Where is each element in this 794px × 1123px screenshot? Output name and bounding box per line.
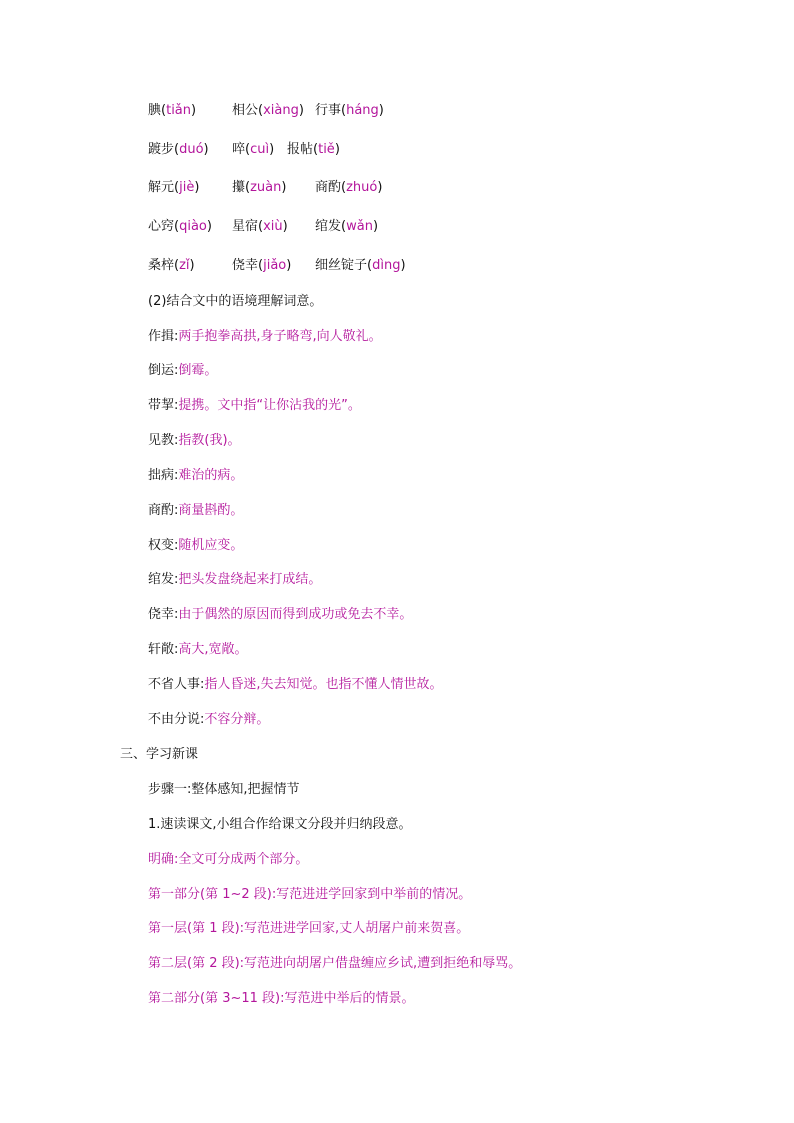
pinyin-item: 桑梓(zǐ)	[148, 258, 195, 273]
vocab-definition: 难治的病。	[178, 468, 244, 483]
vocab-entry	[148, 676, 443, 694]
vocab-term: 权变:	[148, 538, 179, 553]
pinyin-item: 绾发(wǎn)	[315, 219, 379, 234]
vocab-term: 作揖:	[148, 329, 179, 344]
vocab-entry	[148, 502, 243, 520]
step-title: 步骤一:整体感知,把握情节	[148, 782, 300, 797]
vocab-term: 倒运:	[148, 363, 179, 378]
pinyin-row	[148, 141, 448, 159]
pinyin-item: 心窍(qiào)	[148, 219, 212, 234]
answer-line: 第一部分(第 1~2 段):写范进进学回家到中举前的情况。	[148, 887, 472, 902]
vocab-entry	[148, 432, 241, 450]
answer-line: 第二部分(第 3~11 段):写范进中举后的情景。	[148, 991, 415, 1006]
vocab-definition: 商量斟酌。	[178, 503, 244, 518]
pinyin-item: 商酌(zhuó)	[315, 180, 383, 195]
vocab-entry	[148, 537, 243, 555]
vocab-term: 绾发:	[148, 572, 179, 587]
answer-line: 第一层(第 1 段):写范进进学回家,丈人胡屠户前来贺喜。	[148, 921, 470, 936]
pinyin-item: 啐(cuì)	[232, 142, 275, 157]
pinyin-item: 攥(zuàn)	[232, 180, 287, 195]
vocab-definition: 提携。文中指“让你沾我的光”。	[178, 398, 361, 413]
vocab-heading: (2)结合文中的语境理解词意。	[148, 294, 323, 309]
vocab-term: 不由分说:	[148, 712, 205, 727]
task-text: 1.速读课文,小组合作给课文分段并归纳段意。	[148, 817, 412, 832]
vocab-definition: 倒霉。	[178, 363, 218, 378]
vocab-entry	[148, 571, 321, 589]
vocab-definition: 指教(我)。	[178, 433, 241, 448]
pinyin-item: 报帖(tiě)	[287, 142, 340, 157]
pinyin-row	[148, 179, 448, 197]
pinyin-row	[148, 257, 448, 275]
vocab-term: 带挈:	[148, 398, 179, 413]
vocab-entry	[148, 606, 412, 624]
vocab-term: 见教:	[148, 433, 179, 448]
pinyin-row	[148, 218, 448, 236]
vocab-definition: 两手抱拳高拱,身子略弯,向人敬礼。	[178, 329, 382, 344]
vocab-entry	[148, 641, 248, 659]
pinyin-item: 星宿(xiù)	[232, 219, 288, 234]
vocab-definition: 把头发盘绕起来打成结。	[178, 572, 322, 587]
vocab-term: 商酌:	[148, 503, 179, 518]
vocab-term: 不省人事:	[148, 677, 205, 692]
answer-line: 明确:全文可分成两个部分。	[148, 852, 309, 867]
vocab-definition: 指人昏迷,失去知觉。也指不懂人情世故。	[204, 677, 443, 692]
answer-line: 第二层(第 2 段):写范进向胡屠户借盘缠应乡试,遭到拒绝和辱骂。	[148, 956, 522, 971]
vocab-definition: 不容分辩。	[204, 712, 270, 727]
vocab-entry	[148, 362, 217, 380]
pinyin-item: 踱步(duó)	[148, 142, 209, 157]
vocab-term: 拙病:	[148, 468, 179, 483]
section-title: 三、学习新课	[120, 747, 199, 762]
vocab-entry	[148, 711, 269, 729]
vocab-definition: 随机应变。	[178, 538, 244, 553]
vocab-entry	[148, 397, 361, 415]
vocab-term: 侥幸:	[148, 607, 179, 622]
vocab-entry	[148, 328, 382, 346]
vocab-term: 轩敞:	[148, 642, 179, 657]
pinyin-item: 解元(jiè)	[148, 180, 200, 195]
pinyin-row	[148, 102, 448, 120]
pinyin-item: 相公(xiàng)	[232, 103, 304, 118]
pinyin-item: 侥幸(jiǎo)	[232, 258, 292, 273]
pinyin-item: 细丝锭子(dìng)	[315, 258, 406, 273]
vocab-definition: 高大,宽敞。	[178, 642, 248, 657]
vocab-definition: 由于偶然的原因而得到成功或免去不幸。	[178, 607, 413, 622]
vocab-entry	[148, 467, 243, 485]
pinyin-item: 行事(háng)	[315, 103, 384, 118]
pinyin-item: 腆(tiǎn)	[148, 103, 197, 118]
